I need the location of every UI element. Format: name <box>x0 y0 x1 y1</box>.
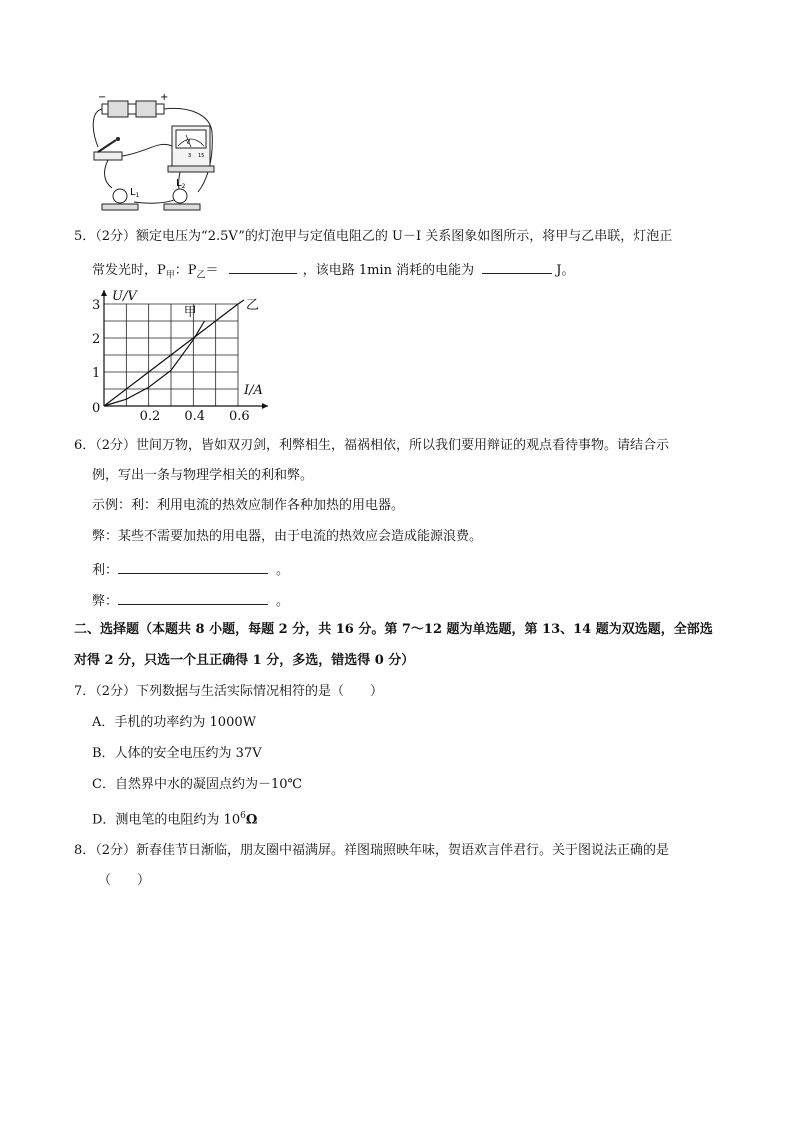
q6-example1: 示例：利：利用电流的热效应制作各种加热的用电器。 <box>92 498 405 513</box>
y-axis-label: U/V <box>112 289 137 304</box>
q6-bi-line <box>92 590 289 611</box>
x-tick-label: 0.2 <box>139 409 161 424</box>
circuit-diagram <box>88 92 218 218</box>
y-tick-label: 2 <box>92 332 101 347</box>
series-jia-label: 甲 <box>183 305 197 321</box>
origin-label: 0 <box>92 401 101 416</box>
q7-option-a[interactable]: A．手机的功率约为 1000W <box>92 715 256 730</box>
q6-example2: 弊：某些不需要加热的用电器，由于电流的热效应会造成能源浪费。 <box>92 529 483 544</box>
q7-stem: 7．（2分）下列数据与生活实际情况相符的是（ ） <box>74 684 384 699</box>
q6-li-period: 。 <box>276 563 290 578</box>
voltmeter-v-label: V <box>186 139 191 146</box>
q6-bi-label: 弊： <box>92 594 119 609</box>
q7-option-d[interactable] <box>92 807 257 829</box>
q6-line2: 例，写出一条与物理学相关的利和弊。 <box>92 468 314 483</box>
q5-line1: 5．（2分）额定电压为“2.5V”的灯泡甲与定值电阻乙的 U－I 关系图象如图所示，将甲与乙串联，灯泡正 <box>74 229 673 244</box>
q5-text-d: ，该电路 1min 消耗的电能为 <box>302 263 475 278</box>
q5-text-e: J。 <box>556 263 575 278</box>
y-tick-label: 3 <box>92 298 101 313</box>
lamp1-label: $L_1$ <box>130 187 140 199</box>
q5-answer-blank-energy[interactable] <box>482 259 552 274</box>
x-tick-label: 0.4 <box>184 409 206 424</box>
q7-d-text: D．测电笔的电阻约为 10 <box>92 812 241 828</box>
q5-text-c: ＝ <box>205 263 219 278</box>
voltmeter-15-label: 15 <box>198 153 205 159</box>
y-tick-label: 1 <box>92 366 101 381</box>
q5-answer-blank-ratio[interactable] <box>229 259 297 274</box>
lamp2-label: $L_2$ <box>176 178 186 190</box>
y-axis-arrow <box>101 290 107 296</box>
q6-bi-answer-blank[interactable] <box>118 590 268 605</box>
battery-plus-label: + <box>160 92 169 103</box>
series-jia-curve <box>104 321 205 406</box>
q7-option-c[interactable]: C．自然界中水的凝固点约为－10℃ <box>92 777 303 792</box>
section2-line1: 二、选择题（本题共 8 小题，每题 2 分，共 16 分。第 7～12 题为单选题，第 13、14 题为双选题，全部选 <box>74 622 713 637</box>
q5-sub-jia: 甲 <box>165 270 175 281</box>
series-yi-label: 乙 <box>246 298 260 314</box>
x-axis-arrow <box>262 403 268 409</box>
q6-li-answer-blank[interactable] <box>118 559 268 574</box>
q7-option-b[interactable]: B．人体的安全电压约为 37V <box>92 746 262 761</box>
q6-li-label: 利： <box>92 563 119 578</box>
voltmeter-3-label: 3 <box>188 153 192 159</box>
q8-line1: 8．（2分）新春佳节日渐临，朋友圈中福满屏。祥图瑞照映年味，贺语欢言伴君行。关于图说法正确的是 <box>74 843 670 858</box>
q5-text-b: ：P <box>174 263 197 278</box>
q7-d-exponent: 6 <box>240 811 246 821</box>
section2-line2: 对得 2 分，只选一个且正确得 1 分，多选，错选得 0 分） <box>74 653 415 668</box>
series-yi-extension <box>238 300 244 304</box>
q5-sub-yi: 乙 <box>196 270 206 281</box>
q6-line1: 6．（2分）世间万物，皆如双刃剑，利弊相生，福祸相依，所以我们要用辩证的观点看待事物。请结合示 <box>74 438 670 453</box>
battery-minus-label: − <box>98 92 107 103</box>
q7-d-unit: Ω <box>245 812 258 828</box>
q5-text-a: 常发光时，P <box>92 263 166 278</box>
q8-line2: （ ） <box>98 873 151 888</box>
q6-li-line <box>92 559 289 580</box>
q5-line2 <box>92 259 574 285</box>
x-tick-label: 0.6 <box>229 409 250 424</box>
u-i-graph <box>88 286 278 426</box>
q6-bi-period: 。 <box>276 594 290 609</box>
x-axis-label: I/A <box>244 383 263 398</box>
